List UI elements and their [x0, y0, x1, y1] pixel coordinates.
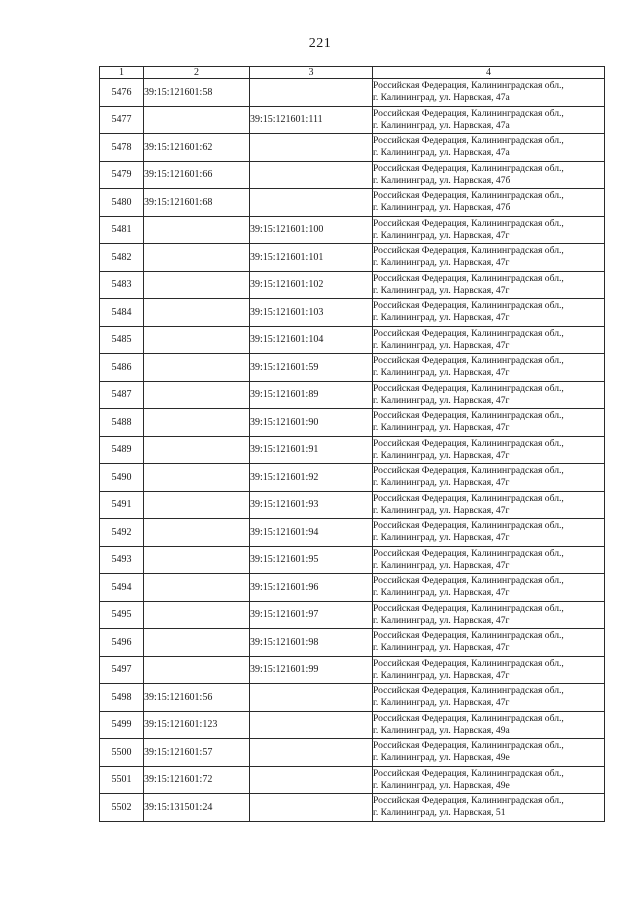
cadastral-number-col2: [144, 656, 250, 684]
row-number: 5479: [100, 161, 144, 189]
address-line-region: Российская Федерация, Калининградская обл.,: [373, 465, 564, 477]
cadastral-number-col2: [144, 409, 250, 437]
column-header-1: 1: [100, 67, 144, 79]
address-line-region: Российская Федерация, Калининградская обл.,: [373, 740, 564, 752]
address-line-street: г. Калининград, ул. Нарвская, 47г: [373, 312, 510, 324]
table-row: [100, 519, 605, 547]
address-line-street: г. Калининград, ул. Нарвская, 49е: [373, 779, 510, 791]
row-number: 5482: [100, 244, 144, 272]
address-line-region: Российская Федерация, Калининградская обл.,: [373, 575, 564, 587]
cadastral-number-col2: 39:15:121601:66: [144, 161, 250, 189]
row-number: 5478: [100, 134, 144, 162]
cadastral-number-col3: [250, 189, 373, 217]
address-cell: [373, 656, 605, 684]
table-row: [100, 684, 605, 712]
address-line-street: г. Калининград, ул. Нарвская, 47г: [373, 284, 510, 296]
address-cell: [373, 766, 605, 794]
address-line-street: г. Калининград, ул. Нарвская, 47г: [373, 477, 510, 489]
row-number: 5486: [100, 354, 144, 382]
address-line-region: Российская Федерация, Калининградская обл.,: [373, 300, 564, 312]
row-number: 5485: [100, 326, 144, 354]
table-row: [100, 134, 605, 162]
address-cell: [373, 106, 605, 134]
address-cell: [373, 629, 605, 657]
row-number: 5497: [100, 656, 144, 684]
cadastral-number-col2: [144, 491, 250, 519]
row-number: 5502: [100, 794, 144, 822]
address-line-region: Российская Федерация, Калининградская обл.,: [373, 272, 564, 284]
address-line-region: Российская Федерация, Калининградская обл.,: [373, 382, 564, 394]
address-cell: [373, 161, 605, 189]
address-line-region: Российская Федерация, Калининградская обл.,: [373, 162, 564, 174]
cadastral-number-col3: 39:15:121601:103: [250, 299, 373, 327]
address-cell: [373, 354, 605, 382]
cadastral-number-col3: 39:15:121601:111: [250, 106, 373, 134]
address-cell: [373, 271, 605, 299]
cadastral-number-col2: 39:15:131501:24: [144, 794, 250, 822]
table-row: [100, 739, 605, 767]
cadastral-number-col3: 39:15:121601:101: [250, 244, 373, 272]
table-row: [100, 436, 605, 464]
cadastral-number-col2: [144, 629, 250, 657]
address-line-street: г. Калининград, ул. Нарвская, 47б: [373, 174, 511, 186]
cadastral-number-col3: 39:15:121601:104: [250, 326, 373, 354]
address-line-region: Российская Федерация, Калининградская обл.,: [373, 355, 564, 367]
table-row: [100, 244, 605, 272]
address-line-street: г. Калининград, ул. Нарвская, 47г: [373, 532, 510, 544]
address-cell: [373, 189, 605, 217]
column-header-3: 3: [250, 67, 373, 79]
cadastral-number-col2: 39:15:121601:57: [144, 739, 250, 767]
address-line-street: г. Калининград, ул. Нарвская, 47г: [373, 367, 510, 379]
address-cell: [373, 244, 605, 272]
table-row: [100, 79, 605, 107]
cadastral-number-col3: 39:15:121601:96: [250, 574, 373, 602]
cadastral-number-col2: [144, 519, 250, 547]
row-number: 5477: [100, 106, 144, 134]
address-line-street: г. Калининград, ул. Нарвская, 47а: [373, 119, 510, 131]
row-number: 5495: [100, 601, 144, 629]
cadastral-number-col3: [250, 79, 373, 107]
cadastral-number-col2: [144, 381, 250, 409]
table-row: [100, 271, 605, 299]
address-line-street: г. Калининград, ул. Нарвская, 47г: [373, 614, 510, 626]
address-line-street: г. Калининград, ул. Нарвская, 47г: [373, 339, 510, 351]
row-number: 5501: [100, 766, 144, 794]
address-line-street: г. Калининград, ул. Нарвская, 49е: [373, 752, 510, 764]
address-cell: [373, 326, 605, 354]
address-cell: [373, 299, 605, 327]
address-line-region: Российская Федерация, Калининградская обл.,: [373, 190, 564, 202]
address-line-region: Российская Федерация, Калининградская обл.,: [373, 630, 564, 642]
address-line-region: Российская Федерация, Калининградская обл.,: [373, 245, 564, 257]
address-line-region: Российская Федерация, Калининградская обл.,: [373, 685, 564, 697]
cadastral-number-col3: 39:15:121601:98: [250, 629, 373, 657]
cadastral-number-col3: 39:15:121601:92: [250, 464, 373, 492]
address-line-street: г. Калининград, ул. Нарвская, 51: [373, 807, 506, 819]
table-row: [100, 794, 605, 822]
cadastral-number-col3: 39:15:121601:97: [250, 601, 373, 629]
row-number: 5499: [100, 711, 144, 739]
address-line-street: г. Калининград, ул. Нарвская, 47б: [373, 202, 511, 214]
address-cell: [373, 739, 605, 767]
address-line-region: Российская Федерация, Калининградская обл.,: [373, 80, 564, 92]
address-line-street: г. Калининград, ул. Нарвская, 47г: [373, 257, 510, 269]
row-number: 5492: [100, 519, 144, 547]
address-line-region: Российская Федерация, Калининградская обл.,: [373, 767, 564, 779]
address-line-street: г. Калининград, ул. Нарвская, 47а: [373, 92, 510, 104]
table-body: [100, 79, 605, 822]
address-line-street: г. Калининград, ул. Нарвская, 47г: [373, 394, 510, 406]
cadastral-number-col2: 39:15:121601:123: [144, 711, 250, 739]
cadastral-number-col3: 39:15:121601:95: [250, 546, 373, 574]
cadastral-number-col3: 39:15:121601:90: [250, 409, 373, 437]
row-number: 5487: [100, 381, 144, 409]
cadastral-number-col2: 39:15:121601:68: [144, 189, 250, 217]
cadastral-number-col2: [144, 546, 250, 574]
table-row: [100, 574, 605, 602]
cadastral-number-col2: 39:15:121601:56: [144, 684, 250, 712]
table-row: [100, 354, 605, 382]
address-line-region: Российская Федерация, Калининградская обл.,: [373, 602, 564, 614]
table-row: [100, 381, 605, 409]
address-line-street: г. Калининград, ул. Нарвская, 47г: [373, 587, 510, 599]
address-line-region: Российская Федерация, Калининградская обл.,: [373, 520, 564, 532]
address-cell: [373, 684, 605, 712]
cadastral-number-col2: [144, 464, 250, 492]
cadastral-number-col2: [144, 244, 250, 272]
address-cell: [373, 794, 605, 822]
cadastral-number-col2: [144, 354, 250, 382]
row-number: 5494: [100, 574, 144, 602]
cadastral-number-col3: 39:15:121601:100: [250, 216, 373, 244]
cadastral-number-col3: [250, 711, 373, 739]
address-line-region: Российская Федерация, Калининградская обл.,: [373, 217, 564, 229]
address-cell: [373, 546, 605, 574]
address-cell: [373, 491, 605, 519]
cadastral-number-col3: 39:15:121601:93: [250, 491, 373, 519]
table-row: [100, 161, 605, 189]
address-line-region: Российская Федерация, Калининградская обл.,: [373, 492, 564, 504]
row-number: 5491: [100, 491, 144, 519]
address-line-street: г. Калининград, ул. Нарвская, 47г: [373, 422, 510, 434]
address-cell: [373, 574, 605, 602]
table-row: [100, 629, 605, 657]
address-line-region: Российская Федерация, Калининградская обл.,: [373, 410, 564, 422]
table-row: [100, 409, 605, 437]
cadastral-number-col3: 39:15:121601:102: [250, 271, 373, 299]
cadastral-number-col2: [144, 436, 250, 464]
row-number: 5489: [100, 436, 144, 464]
cadastral-number-col3: 39:15:121601:91: [250, 436, 373, 464]
address-line-street: г. Калининград, ул. Нарвская, 47а: [373, 147, 510, 159]
cadastral-number-col2: [144, 601, 250, 629]
cadastral-number-col3: [250, 766, 373, 794]
row-number: 5483: [100, 271, 144, 299]
cadastral-number-col3: [250, 134, 373, 162]
table-row: [100, 766, 605, 794]
address-line-region: Российская Федерация, Калининградская обл.,: [373, 547, 564, 559]
address-cell: [373, 519, 605, 547]
table-row: [100, 601, 605, 629]
cadastral-number-col2: 39:15:121601:62: [144, 134, 250, 162]
registry-table: [99, 66, 605, 822]
table-row: [100, 491, 605, 519]
cadastral-number-col2: [144, 299, 250, 327]
address-cell: [373, 134, 605, 162]
column-number-row: [100, 67, 605, 79]
table-row: [100, 656, 605, 684]
table-row: [100, 189, 605, 217]
address-line-region: Российская Федерация, Калининградская обл.,: [373, 437, 564, 449]
address-line-street: г. Калининград, ул. Нарвская, 47г: [373, 559, 510, 571]
table-row: [100, 326, 605, 354]
cadastral-number-col3: 39:15:121601:59: [250, 354, 373, 382]
row-number: 5476: [100, 79, 144, 107]
table-row: [100, 216, 605, 244]
address-cell: [373, 381, 605, 409]
table-row: [100, 711, 605, 739]
row-number: 5490: [100, 464, 144, 492]
address-line-street: г. Калининград, ул. Нарвская, 47г: [373, 669, 510, 681]
address-line-street: г. Калининград, ул. Нарвская, 47г: [373, 449, 510, 461]
address-cell: [373, 409, 605, 437]
address-line-region: Российская Федерация, Калининградская обл.,: [373, 135, 564, 147]
cadastral-number-col3: 39:15:121601:89: [250, 381, 373, 409]
row-number: 5500: [100, 739, 144, 767]
cadastral-number-col2: [144, 326, 250, 354]
cadastral-number-col2: [144, 106, 250, 134]
row-number: 5498: [100, 684, 144, 712]
cadastral-number-col3: [250, 794, 373, 822]
address-line-region: Российская Федерация, Калининградская обл.,: [373, 657, 564, 669]
cadastral-number-col3: 39:15:121601:94: [250, 519, 373, 547]
cadastral-number-col3: [250, 684, 373, 712]
address-line-region: Российская Федерация, Калининградская обл.,: [373, 327, 564, 339]
address-cell: [373, 464, 605, 492]
row-number: 5488: [100, 409, 144, 437]
address-line-region: Российская Федерация, Калининградская обл.,: [373, 712, 564, 724]
column-header-2: 2: [144, 67, 250, 79]
table-row: [100, 464, 605, 492]
address-cell: [373, 601, 605, 629]
page-number: 221: [308, 36, 332, 51]
cadastral-number-col3: [250, 161, 373, 189]
cadastral-number-col2: [144, 216, 250, 244]
cadastral-number-col2: [144, 574, 250, 602]
cadastral-number-col2: 39:15:121601:72: [144, 766, 250, 794]
cadastral-number-col2: 39:15:121601:58: [144, 79, 250, 107]
row-number: 5480: [100, 189, 144, 217]
cadastral-number-col2: [144, 271, 250, 299]
address-line-street: г. Калининград, ул. Нарвская, 47г: [373, 642, 510, 654]
address-line-street: г. Калининград, ул. Нарвская, 47г: [373, 504, 510, 516]
address-line-region: Российская Федерация, Калининградская обл.,: [373, 107, 564, 119]
address-cell: [373, 79, 605, 107]
table-row: [100, 299, 605, 327]
row-number: 5496: [100, 629, 144, 657]
cadastral-number-col3: [250, 739, 373, 767]
table-row: [100, 106, 605, 134]
address-cell: [373, 711, 605, 739]
row-number: 5493: [100, 546, 144, 574]
address-line-street: г. Калининград, ул. Нарвская, 49а: [373, 724, 510, 736]
address-line-region: Российская Федерация, Калининградская обл.,: [373, 795, 564, 807]
column-header-4: 4: [373, 67, 605, 79]
table-row: [100, 546, 605, 574]
row-number: 5484: [100, 299, 144, 327]
row-number: 5481: [100, 216, 144, 244]
address-line-street: г. Калининград, ул. Нарвская, 47г: [373, 229, 510, 241]
address-line-street: г. Калининград, ул. Нарвская, 47г: [373, 697, 510, 709]
address-cell: [373, 216, 605, 244]
address-cell: [373, 436, 605, 464]
cadastral-number-col3: 39:15:121601:99: [250, 656, 373, 684]
